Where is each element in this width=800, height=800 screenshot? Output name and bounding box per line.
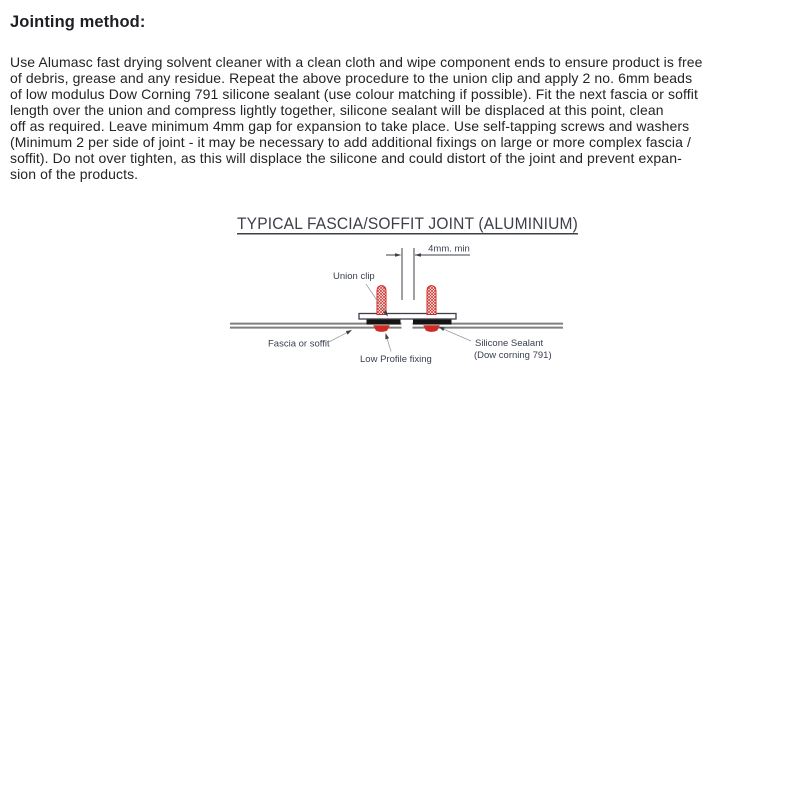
paragraph-line: length over the union and compress lightly together, silicone sealant will be displaced at this point, clean <box>10 102 664 118</box>
fixing-label: Low Profile fixing <box>360 354 432 365</box>
fascia-callout <box>268 330 352 350</box>
screw-left-head <box>373 325 390 332</box>
paragraph-line: of debris, grease and any residue. Repeat the above procedure to the union clip and apply 2 no. 6mm beads <box>10 70 693 86</box>
screw-left-icon <box>373 286 390 332</box>
sealant-callout <box>439 327 552 361</box>
screw-right-shaft <box>427 286 436 315</box>
page-title: Jointing method: <box>10 13 146 31</box>
sealant-label-line2: (Dow corning 791) <box>474 350 552 361</box>
joint-diagram <box>140 205 600 370</box>
paragraph-line: off as required. Leave minimum 4mm gap for expansion to take place. Use self-tapping screws and washers <box>10 118 690 134</box>
dimension-arrow-left-icon <box>415 253 422 257</box>
fascia-label: Fascia or soffit <box>268 338 330 350</box>
screw-right-head <box>423 325 440 332</box>
diagram-title: TYPICAL FASCIA/SOFFIT JOINT (ALUMINIUM) <box>237 215 578 233</box>
fixing-leader-arrow-icon <box>385 333 389 339</box>
paragraph-line: sion of the products. <box>10 166 139 182</box>
dimension-label: 4mm. min <box>428 243 470 255</box>
sealant-leader-arrow-icon <box>439 327 445 331</box>
paragraph-line: soffit). Do not over tighten, as this will displace the silicone and could distort of the joint and prevent expan- <box>10 150 682 166</box>
fascia-leader-arrow-icon <box>346 330 352 335</box>
sealant-leader-line <box>442 328 472 341</box>
union-clip-plate <box>359 314 456 320</box>
screw-left-shaft <box>377 286 386 315</box>
fixing-leader-line <box>387 338 391 352</box>
paragraph-line: of low modulus Dow Corning 791 silicone sealant (use colour matching if possible). Fit the next fascia or soffit <box>10 86 698 102</box>
fascia-leader-line <box>327 332 349 343</box>
joint-diagram-svg <box>140 205 600 370</box>
paragraph-line: Use Alumasc fast drying solvent cleaner with a clean cloth and wipe component ends to ensure product is free <box>10 54 703 70</box>
fixing-callout <box>360 333 432 365</box>
dimension-arrow-right-icon <box>395 253 402 257</box>
screw-right-icon <box>423 286 440 332</box>
sealant-label-line1: Silicone Sealant <box>475 338 544 349</box>
paragraph-line: (Minimum 2 per side of joint - it may be necessary to add additional fixings on large or more complex fascia / <box>10 134 691 150</box>
body-paragraph <box>10 54 703 182</box>
union-clip-label: Union clip <box>333 271 375 282</box>
